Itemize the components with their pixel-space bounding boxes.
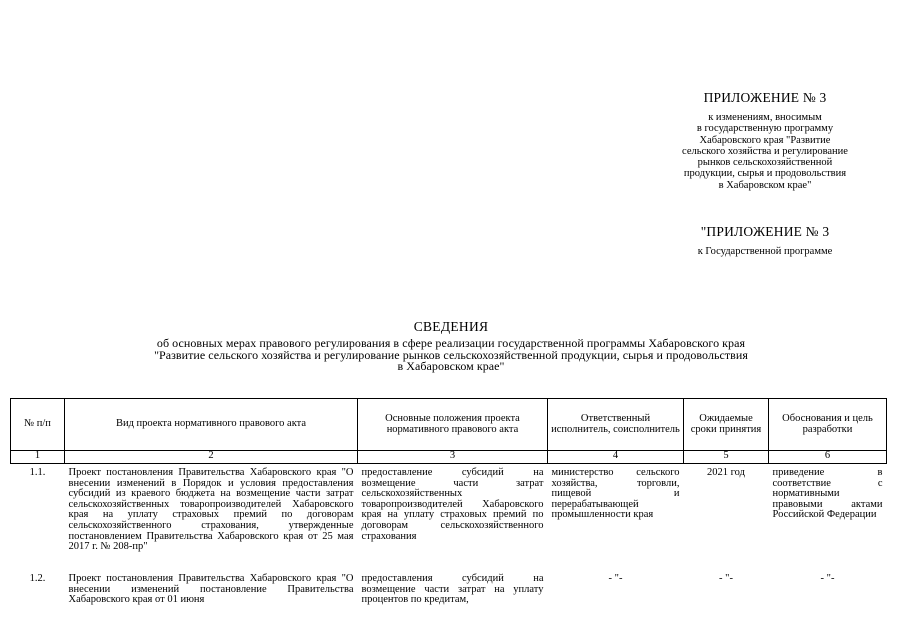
column-header-provisions: Основные положения проекта нормативного правового акта <box>358 399 548 451</box>
table-row <box>11 468 887 574</box>
appendix-1-header <box>640 90 890 191</box>
appendix-1-line: продукции, сырья и продовольствия <box>683 168 847 180</box>
row-reason: приведение в соответствие с нормативными правовыми актами Российской Федерации <box>772 467 883 521</box>
appendix-2-header <box>640 224 890 257</box>
row-term: 2021 год <box>707 467 745 478</box>
document-subtitle-line: в Хабаровском крае" <box>397 359 505 374</box>
column-number: 3 <box>358 451 548 464</box>
row-provisions: предоставления субсидий на возмещение части затрат на уплату процентов по кредитам, <box>361 573 544 606</box>
appendix-1-line: Хабаровского края "Развитие <box>699 134 831 146</box>
appendix-1-line: сельского хозяйства и регулирование <box>682 145 848 157</box>
table-row <box>11 574 887 606</box>
appendix-1-line: в Хабаровском крае" <box>718 179 812 191</box>
document-subtitle-line: "Развитие сельского хозяйства и регулирование рынков сельскохозяйственной продукции, сырья и продовольствия <box>154 347 748 362</box>
column-number: 4 <box>548 451 684 464</box>
column-numbers-row <box>11 451 887 464</box>
appendix-2-subtitle: к Государственной программе <box>697 246 833 257</box>
row-executor: - "- <box>608 573 623 584</box>
row-act-type: Проект постановления Правительства Хабаровского края "О внесении изменений в Порядок и условия предоставления субсидий из краевого бюджета на возмещение части затрат сельскохозяйственных товаропроизводителей Хабаровского края на уплату страховых премий по договорам сельскохозяйственного страхования, утвержденные постановлением Правительства Хабаровского края от 25 мая 2017 г. № 208-пр" <box>68 467 354 553</box>
appendix-1-title: ПРИЛОЖЕНИЕ № 3 <box>703 90 827 105</box>
row-executor: министерство сельского хозяйства, торговли, пищевой и перерабатывающей промышленности края <box>551 467 680 521</box>
column-header-num: № п/п <box>11 399 65 451</box>
document-title: СВЕДЕНИЯ <box>413 319 489 334</box>
table-header-row <box>11 399 887 451</box>
row-provisions: предоставление субсидий на возмещение части затрат сельскохозяйственных товаропроизводителей Хабаровского края на уплату страховых премий по договорам сельскохозяйственного страхования <box>361 467 544 542</box>
column-number: 6 <box>769 451 887 464</box>
row-reason: - "- <box>820 573 835 584</box>
column-number: 5 <box>684 451 769 464</box>
row-act-type: Проект постановления Правительства Хабаровского края "О внесении изменений постановление Правительства Хабаровского края от 01 июня <box>68 573 354 606</box>
row-number: 1.1. <box>29 467 46 478</box>
document-subtitle-line: об основных мерах правового регулирования в сфере реализации государственной программы Хабаровского края <box>156 336 746 350</box>
appendix-2-title: "ПРИЛОЖЕНИЕ № 3 <box>700 224 830 239</box>
appendix-1-line: рынков сельскохозяйственной <box>697 157 833 169</box>
document-title-block <box>40 319 862 373</box>
column-header-term: Ожидаемые сроки принятия <box>684 399 769 451</box>
measures-table <box>10 398 887 606</box>
column-header-reason: Обоснования и цель разработки <box>769 399 887 451</box>
column-header-type: Вид проекта нормативного правового акта <box>65 399 358 451</box>
row-term: - "- <box>719 573 733 584</box>
appendix-1-line: в государственную программу <box>696 123 834 135</box>
column-header-executor: Ответственный исполнитель, соисполнитель <box>548 399 684 451</box>
column-number: 1 <box>11 451 65 464</box>
appendix-1-line: к изменениям, вносимым <box>708 112 822 123</box>
row-number: 1.2. <box>29 573 46 584</box>
column-number: 2 <box>65 451 358 464</box>
